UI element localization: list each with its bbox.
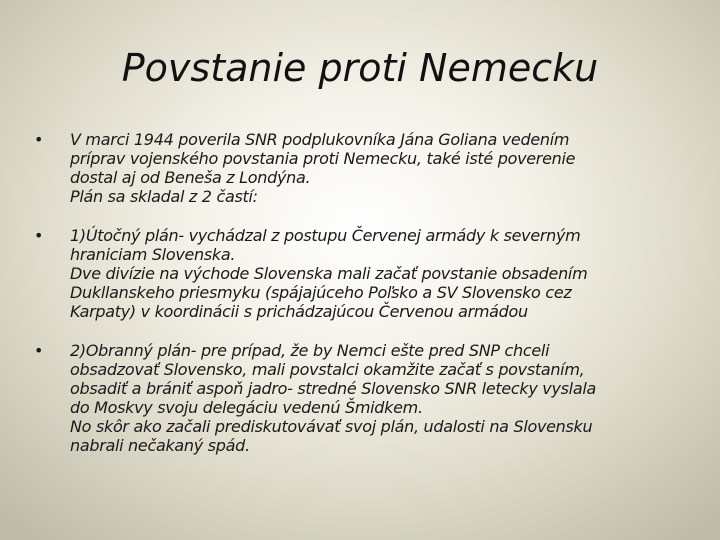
bullet-list [34, 130, 694, 475]
bullet-2-line-1: 1)Útočný plán- vychádzal z postupu Červenej armády k severným [70, 226, 581, 245]
bullet-2-line-3: Dve divízie na východe Slovenska mali začať povstanie obsadením [70, 264, 588, 283]
bullet-point-icon: • [34, 341, 44, 360]
bullet-3-line-2: obsadzovať Slovensko, mali povstalci okamžite začať s povstaním, [70, 360, 585, 379]
bullet-2-line-5: Karpaty) v koordinácii s prichádzajúcou Červenou armádou [70, 302, 528, 321]
bullet-3-line-5: No skôr ako začali prediskutovávať svoj plán, udalosti na Slovensku [70, 417, 593, 436]
bullet-item-1 [34, 130, 694, 206]
bullet-point-icon: • [34, 130, 44, 149]
bullet-3-line-4: do Moskvy svoju delegáciu vedenú Šmidkem. [70, 398, 423, 417]
bullet-item-2 [34, 226, 694, 321]
bullet-1-line-3: dostal aj od Beneša z Londýna. [70, 168, 311, 187]
bullet-1-line-2: príprav vojenského povstania proti Nemecku, také isté poverenie [70, 149, 576, 168]
bullet-3-line-3: obsadiť a brániť aspoň jadro- stredné Slovensko SNR letecky vyslala [70, 379, 596, 398]
bullet-2-line-4: Dukllanskeho priesmyku (spájajúceho Poľsko a SV Slovensko cez [70, 283, 572, 302]
bullet-1-line-1: V marci 1944 poverila SNR podplukovníka Jána Goliana vedením [70, 130, 570, 149]
bullet-2-line-2: hraniciam Slovenska. [70, 245, 236, 264]
slide-title: Povstanie proti Nemecku [121, 46, 599, 90]
bullet-3-line-6: nabrali nečakaný spád. [70, 436, 250, 455]
bullet-point-icon: • [34, 226, 44, 245]
bullet-item-3 [34, 341, 694, 455]
bullet-1-line-4: Plán sa skladal z 2 častí: [70, 187, 258, 206]
bullet-3-line-1: 2)Obranný plán- pre prípad, že by Nemci ešte pred SNP chceli [70, 341, 550, 360]
